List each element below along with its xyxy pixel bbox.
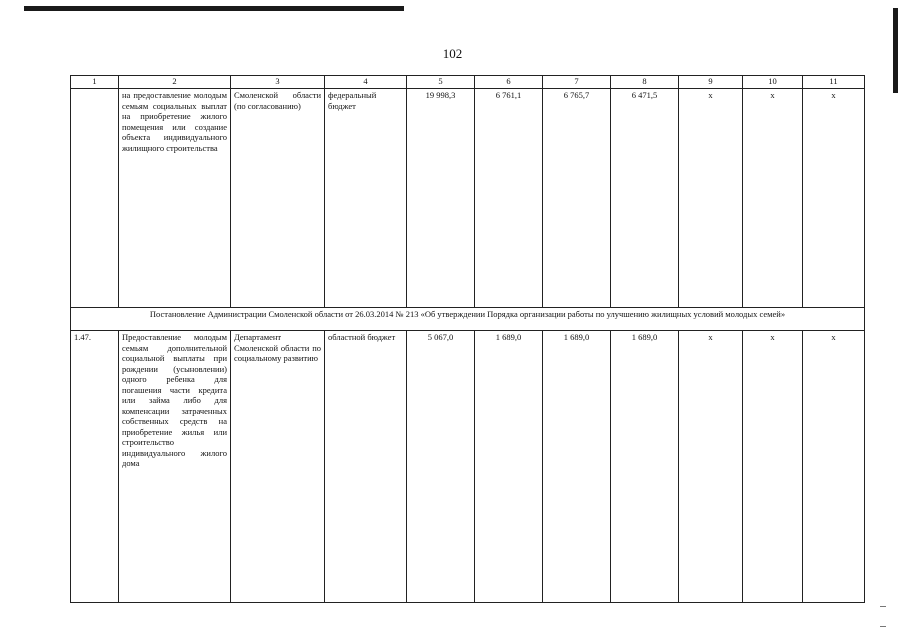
amount-year-3: 6 471,5 (611, 89, 679, 308)
col-number-2: 2 (119, 76, 231, 89)
amount-total: 19 998,3 (407, 89, 475, 308)
program-table (70, 75, 865, 603)
funding-source: областной бюджет (325, 331, 407, 603)
col-number-7: 7 (543, 76, 611, 89)
amount-year-2: 1 689,0 (543, 331, 611, 603)
funding-source: федеральный бюджет (325, 89, 407, 308)
amount-year-3: 1 689,0 (611, 331, 679, 603)
indicator-9: х (679, 89, 743, 308)
col-number-9: 9 (679, 76, 743, 89)
amount-year-1: 1 689,0 (475, 331, 543, 603)
scan-mark (880, 626, 886, 627)
page-number: 102 (442, 46, 463, 61)
measure-name: на предоставление молодым семьям социальных выплат на приобретение жилого помещения или создание объекта индивидуального жилищного строительства (119, 89, 231, 308)
col-number-5: 5 (407, 76, 475, 89)
col-number-8: 8 (611, 76, 679, 89)
row-number (71, 89, 119, 308)
executor: Смоленской области (по согласованию) (231, 89, 325, 308)
amount-total: 5 067,0 (407, 331, 475, 603)
scan-mark (880, 606, 886, 607)
row-number: 1.47. (71, 331, 119, 603)
section-title: Постановление Администрации Смоленской области от 26.03.2014 № 213 «Об утверждении Порядка организации работы по улучшению жилищных условий молодых семей» (71, 308, 865, 331)
amount-year-2: 6 765,7 (543, 89, 611, 308)
indicator-11: х (803, 89, 865, 308)
col-number-10: 10 (743, 76, 803, 89)
scan-edge-top (24, 6, 404, 11)
indicator-9: х (679, 331, 743, 603)
column-number-row (71, 76, 865, 89)
amount-year-1: 6 761,1 (475, 89, 543, 308)
section-heading-row (71, 308, 865, 331)
col-number-6: 6 (475, 76, 543, 89)
measure-name: Предоставление молодым семьям дополнительной социальной выплаты при рождении (усыновлении) одного ребенка для погашения части кредита или займа либо для компенсации затраченных собственных средств на приобретение жилья или строительство индивидуального жилого дома (119, 331, 231, 603)
col-number-11: 11 (803, 76, 865, 89)
col-number-1: 1 (71, 76, 119, 89)
table-row (71, 331, 865, 603)
table-row (71, 89, 865, 308)
indicator-10: х (743, 331, 803, 603)
indicator-11: х (803, 331, 865, 603)
col-number-4: 4 (325, 76, 407, 89)
executor: Департамент Смоленской области по социальному развитию (231, 331, 325, 603)
indicator-10: х (743, 89, 803, 308)
col-number-3: 3 (231, 76, 325, 89)
